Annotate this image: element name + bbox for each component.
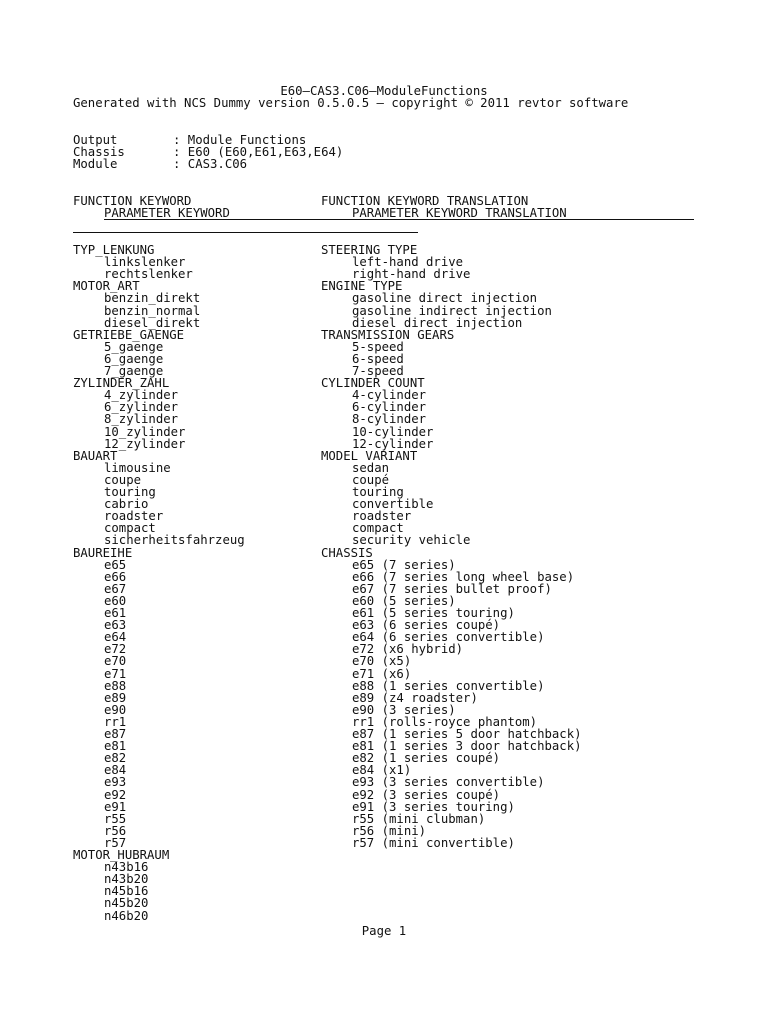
page-number: Page 1	[361, 924, 407, 938]
function-row	[0, 328, 768, 340]
parameter-keyword: e87	[104, 727, 127, 741]
parameter-keyword: r57	[104, 835, 127, 850]
function-translation: TRANSMISSION GEARS	[321, 327, 455, 342]
parameter-row	[0, 896, 768, 911]
parameter-keyword: e81	[104, 739, 127, 754]
parameter-keyword: e63	[104, 618, 127, 633]
parameter-row	[0, 824, 768, 836]
parameter-keyword: e89	[104, 690, 127, 705]
parameter-translation: e60 (5 series)	[352, 593, 456, 608]
parameter-row	[0, 703, 768, 715]
parameter-row	[0, 872, 768, 887]
parameter-row	[0, 836, 768, 848]
parameter-keyword: linkslenker	[104, 255, 186, 270]
parameter-translation: gasoline indirect injection	[352, 303, 552, 318]
parameter-translation: e90 (3 series)	[352, 702, 456, 717]
parameter-keyword: e90	[104, 702, 127, 717]
parameter-translation: touring	[352, 485, 404, 499]
parameter-row	[0, 340, 768, 352]
parameter-keyword: n45b20	[104, 896, 149, 911]
parameter-row	[0, 751, 768, 766]
meta-label-output: Output	[73, 133, 118, 147]
parameter-row	[0, 606, 768, 618]
parameter-keyword: coupe	[104, 472, 142, 487]
parameter-row	[0, 618, 768, 633]
parameter-translation: gasoline direct injection	[352, 291, 538, 306]
parameter-keyword: 7_gaenge	[104, 364, 164, 378]
function-row	[0, 279, 768, 294]
parameter-keyword: e65	[104, 557, 127, 572]
function-keyword: ZYLINDER_ZAHL	[73, 376, 170, 391]
parameter-row	[0, 667, 768, 679]
function-keyword: GETRIEBE_GAENGE	[73, 327, 185, 342]
parameter-row	[0, 727, 768, 739]
parameter-translation: coupé	[352, 472, 390, 487]
parameter-keyword: sicherheitsfahrzeug	[104, 533, 245, 548]
parameter-translation: 6-speed	[352, 351, 404, 366]
parameter-translation: e71 (x6)	[352, 666, 412, 681]
parameter-row	[0, 691, 768, 703]
function-keyword: MOTOR_ART	[73, 279, 140, 294]
parameter-keyword: e61	[104, 606, 127, 620]
parameter-keyword: n46b20	[104, 908, 149, 923]
parameter-row	[0, 679, 768, 691]
parameter-keyword: 12_zylinder	[104, 436, 186, 451]
parameter-row	[0, 304, 768, 316]
parameter-row	[0, 558, 768, 570]
parameter-keyword: e66	[104, 569, 127, 584]
parameter-translation: e70 (x5)	[352, 654, 412, 669]
header-parameter-translation: PARAMETER KEYWORD TRANSLATION	[352, 206, 567, 220]
parameter-row	[0, 788, 768, 800]
parameter-row	[0, 533, 768, 548]
parameter-keyword: e84	[104, 763, 127, 778]
parameter-keyword: e64	[104, 630, 127, 645]
parameter-translation: 8-cylinder	[352, 412, 427, 427]
meta-value-module: : CAS3.C06	[173, 157, 248, 171]
parameter-row	[0, 485, 768, 497]
parameter-row	[0, 884, 768, 899]
header-rule	[104, 219, 694, 220]
meta-value-output: : Module Functions	[173, 133, 307, 147]
parameter-keyword: compact	[104, 521, 156, 536]
parameter-row	[0, 461, 768, 473]
parameter-keyword: roadster	[104, 509, 164, 524]
parameter-translation: 12-cylinder	[352, 436, 434, 451]
parameter-keyword: limousine	[104, 460, 171, 475]
parameter-translation: sedan	[352, 460, 390, 475]
function-keyword: TYP_LENKUNG	[73, 243, 155, 257]
parameter-row	[0, 412, 768, 427]
parameter-row	[0, 400, 768, 415]
parameter-keyword: r55	[104, 811, 127, 826]
parameter-row	[0, 739, 768, 754]
parameter-translation: right-hand drive	[352, 267, 471, 282]
parameter-translation: 6-cylinder	[352, 400, 427, 415]
parameter-row	[0, 521, 768, 536]
parameter-row	[0, 630, 768, 645]
parameter-translation: e61 (5 series touring)	[352, 606, 515, 620]
document-subtitle: Generated with NCS Dummy version 0.5.0.5 – copyright © 2011 revtor software	[73, 96, 629, 110]
parameter-row	[0, 473, 768, 485]
parameter-translation: e89 (z4 roadster)	[352, 690, 478, 705]
parameter-translation: e66 (7 series long wheel base)	[352, 569, 575, 584]
document-title: E60–CAS3.C06–ModuleFunctions	[280, 84, 488, 98]
parameter-row	[0, 812, 768, 824]
parameter-translation: r57 (mini convertible)	[352, 835, 515, 850]
parameter-keyword: 6_gaenge	[104, 351, 164, 366]
header-function-translation: FUNCTION KEYWORD TRANSLATION	[321, 194, 529, 208]
parameter-keyword: 5_gaenge	[104, 339, 164, 354]
parameter-keyword: cabrio	[104, 497, 149, 512]
function-row	[0, 449, 768, 461]
function-translation: MODEL VARIANT	[321, 448, 418, 463]
function-translation: ENGINE TYPE	[321, 279, 403, 294]
parameter-keyword: e88	[104, 678, 127, 693]
parameter-row	[0, 425, 768, 437]
parameter-row	[0, 800, 768, 812]
parameter-translation: rr1 (rolls-royce phantom)	[352, 714, 538, 729]
parameter-row	[0, 570, 768, 582]
parameter-keyword: e92	[104, 787, 127, 802]
parameter-translation: e92 (3 series coupé)	[352, 787, 501, 802]
parameter-translation: e72 (x6 hybrid)	[352, 642, 464, 657]
parameter-keyword: benzin_normal	[104, 303, 201, 318]
parameter-keyword: e60	[104, 593, 127, 608]
parameter-keyword: n43b20	[104, 872, 149, 887]
function-translation: CYLINDER COUNT	[321, 376, 425, 391]
function-row	[0, 376, 768, 391]
parameter-keyword: r56	[104, 823, 127, 838]
parameter-row	[0, 860, 768, 875]
parameter-row	[0, 352, 768, 364]
function-keyword: MOTOR_HUBRAUM	[73, 848, 170, 862]
parameter-row	[0, 388, 768, 403]
function-row	[0, 243, 768, 255]
parameter-row	[0, 497, 768, 512]
parameter-keyword: rr1	[104, 714, 127, 729]
parameter-translation: roadster	[352, 509, 412, 524]
parameter-translation: r55 (mini clubman)	[352, 811, 486, 826]
parameter-translation: e81 (1 series 3 door hatchback)	[352, 739, 582, 754]
parameter-translation: 7-speed	[352, 364, 404, 378]
parameter-row	[0, 316, 768, 328]
parameter-keyword: 10_zylinder	[104, 424, 186, 439]
parameter-translation: 4-cylinder	[352, 388, 427, 403]
parameter-translation: e65 (7 series)	[352, 557, 456, 572]
parameter-keyword: e82	[104, 751, 127, 766]
parameter-row	[0, 775, 768, 790]
parameter-translation: e67 (7 series bullet proof)	[352, 581, 552, 596]
parameter-translation: e63 (6 series coupé)	[352, 618, 501, 633]
parameter-translation: r56 (mini)	[352, 823, 427, 838]
meta-label-module: Module	[73, 157, 118, 171]
parameter-keyword: benzin_direkt	[104, 291, 201, 306]
parameter-translation: e88 (1 series convertible)	[352, 678, 545, 693]
parameter-keyword: e70	[104, 654, 127, 669]
parameter-row	[0, 654, 768, 669]
parameter-translation: e64 (6 series convertible)	[352, 630, 545, 645]
parameter-row	[0, 364, 768, 376]
function-translation: STEERING TYPE	[321, 243, 418, 257]
function-row	[0, 848, 768, 860]
parameter-row	[0, 267, 768, 282]
meta-value-chassis: : E60 (E60,E61,E63,E64)	[173, 145, 344, 159]
parameter-row	[0, 255, 768, 270]
parameter-row	[0, 715, 768, 727]
parameter-translation: convertible	[352, 497, 434, 512]
parameter-row	[0, 509, 768, 524]
parameter-row	[0, 291, 768, 306]
parameter-translation: security vehicle	[352, 533, 471, 548]
parameter-translation: e82 (1 series coupé)	[352, 751, 501, 766]
header-parameter-keyword: PARAMETER KEYWORD	[104, 206, 230, 220]
parameter-keyword: 4_zylinder	[104, 388, 179, 403]
parameter-row	[0, 909, 768, 921]
parameter-translation: e87 (1 series 5 door hatchback)	[352, 727, 582, 741]
parameter-translation: e84 (x1)	[352, 763, 412, 778]
header-function-keyword: FUNCTION KEYWORD	[73, 194, 192, 208]
parameter-translation: left-hand drive	[352, 255, 464, 270]
parameter-keyword: 8_zylinder	[104, 412, 179, 427]
meta-label-chassis: Chassis	[73, 145, 125, 159]
parameter-keyword: n43b16	[104, 860, 149, 875]
parameter-row	[0, 763, 768, 778]
function-keyword: BAUART	[73, 448, 118, 463]
function-keyword: BAUREIHE	[73, 545, 133, 560]
parameter-translation: e91 (3 series touring)	[352, 799, 515, 814]
parameter-keyword: touring	[104, 485, 156, 499]
parameter-row	[0, 582, 768, 594]
header-rule-continued	[73, 232, 418, 233]
parameter-keyword: e67	[104, 581, 127, 596]
parameter-keyword: e91	[104, 799, 127, 814]
parameter-translation: compact	[352, 521, 404, 536]
parameter-keyword: e72	[104, 642, 127, 657]
function-translation: CHASSIS	[321, 545, 373, 560]
function-row	[0, 546, 768, 558]
parameter-translation: e93 (3 series convertible)	[352, 775, 545, 790]
parameter-row	[0, 642, 768, 657]
parameter-row	[0, 437, 768, 449]
parameter-translation: 10-cylinder	[352, 424, 434, 439]
parameter-row	[0, 594, 768, 606]
parameter-keyword: rechtslenker	[104, 267, 193, 282]
parameter-keyword: 6_zylinder	[104, 400, 179, 415]
parameter-keyword: e93	[104, 775, 127, 790]
parameter-keyword: n45b16	[104, 884, 149, 899]
parameter-translation: diesel direct injection	[352, 315, 523, 330]
parameter-translation: 5-speed	[352, 339, 404, 354]
parameter-keyword: e71	[104, 666, 127, 681]
parameter-keyword: diesel_direkt	[104, 315, 201, 330]
